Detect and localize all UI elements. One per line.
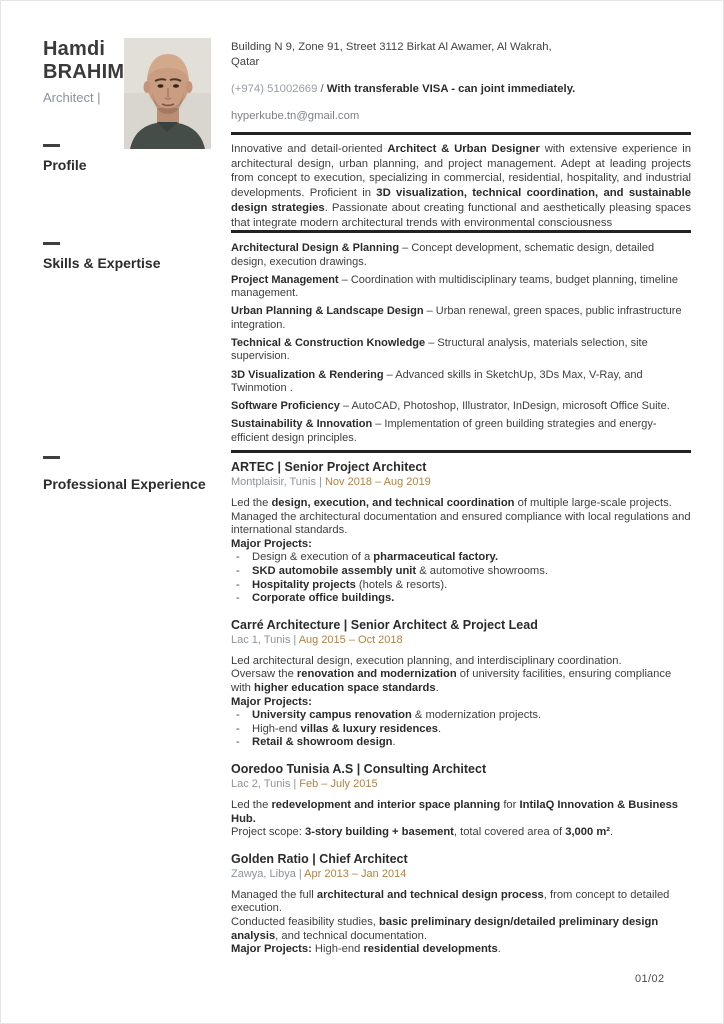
skill-item: 3D Visualization & Rendering – Advanced skills in SketchUp, 3Ds Max, V-Ray, and Twinmotion .	[231, 368, 643, 394]
section-title-profile: Profile	[43, 157, 87, 173]
job-dates: Aug 2015 – Oct 2018	[298, 633, 403, 646]
person-title: Architect |	[43, 90, 101, 105]
job-paragraph: Led architectural design, execution planning, and interdisciplinary coordination.	[231, 654, 622, 667]
job-location: Lac 2, Tunis |	[231, 777, 300, 790]
job-bullet-item	[231, 565, 691, 579]
job-meta	[231, 867, 691, 881]
job-meta	[231, 475, 691, 489]
jobs-list	[231, 450, 691, 969]
section-dash-icon	[43, 456, 60, 459]
job-description	[231, 799, 691, 840]
email-address: hyperkube.tn@gmail.com	[231, 109, 360, 122]
job-title: ARTEC | Senior Project Architect	[231, 460, 427, 475]
job-description	[231, 655, 691, 750]
last-name: BRAHIM	[43, 61, 125, 83]
bullet-marker: -	[236, 578, 240, 591]
bullet-marker: -	[236, 736, 240, 749]
skill-item: Project Management – Coordination with multidisciplinary teams, budget planning, timeline management.	[231, 273, 678, 300]
job-title: Ooredoo Tunisia A.S | Consulting Architect	[231, 761, 487, 776]
job-bullet-item	[231, 592, 691, 606]
address	[231, 40, 691, 69]
skill-item: Sustainability & Innovation – Implementation of green building strategies and energy-efficient design principles.	[231, 418, 657, 444]
bullet-marker: -	[236, 722, 240, 735]
job-description	[231, 497, 691, 606]
bullet-text: SKD automobile assembly unit & automotive showrooms.	[252, 565, 548, 578]
bullet-text: Corporate office buildings.	[252, 592, 395, 605]
page-number: 01/02	[635, 973, 665, 985]
job-entry	[231, 618, 691, 750]
skill-item: Architectural Design & Planning – Concept development, schematic design, detailed design, execution drawings.	[231, 242, 655, 268]
job-paragraph: Led the design, execution, and technical coordination of multiple large-scale projects.	[231, 497, 672, 510]
job-paragraph: Managed the architectural documentation and ensured compliance with local regulations and international standards.	[231, 510, 691, 537]
skill-item: Urban Planning & Landscape Design – Urban renewal, green spaces, public infrastructure integration.	[231, 305, 682, 331]
job-bullet-list	[231, 709, 691, 750]
section-dash-icon	[43, 144, 60, 147]
profile-photo	[124, 38, 211, 149]
job-bullet-item	[231, 551, 691, 565]
bullet-text: Retail & showroom design.	[252, 736, 396, 749]
bullet-marker: -	[236, 565, 240, 578]
job-entry	[231, 460, 691, 606]
job-paragraph: Managed the full architectural and technical design process, from concept to detailed execution.	[231, 888, 670, 915]
job-paragraph: Major Projects:	[231, 695, 312, 708]
section-profile	[1, 132, 723, 230]
job-dates: Feb – July 2015	[299, 777, 378, 790]
job-paragraph: Major Projects: High-end residential developments.	[231, 943, 501, 956]
job-meta	[231, 777, 691, 791]
section-title-skills: Skills & Expertise	[43, 255, 161, 272]
bullet-marker: -	[236, 551, 240, 564]
job-location: Zawya, Libya |	[231, 867, 305, 880]
job-title: Carré Architecture | Senior Architect & Project Lead	[231, 617, 538, 632]
bullet-marker: -	[236, 592, 240, 605]
phone-line	[231, 82, 691, 97]
first-name: Hamdi	[43, 38, 106, 60]
skill-item: Technical & Construction Knowledge – Structural analysis, materials selection, site supervision.	[231, 337, 648, 363]
bullet-marker: -	[236, 709, 240, 722]
contact-block	[231, 38, 691, 132]
job-bullet-list	[231, 551, 691, 605]
job-paragraph: Major Projects:	[231, 537, 312, 550]
job-dates: Nov 2018 – Aug 2019	[324, 476, 431, 489]
bullet-text: Design & execution of a pharmaceutical factory.	[252, 551, 499, 564]
job-bullet-item	[231, 579, 691, 593]
phone-separator: /	[320, 83, 324, 95]
profile-summary: Innovative and detail-oriented Architect & Urban Designer with extensive experience in architectural design, urban planning, and project management. Adept at leading projects from concept to execution, specializing in commercial, residential, hospitality, and industrial developments. Proficient in 3D visualization, technical coordination, and sustainable design strategies. Passionate about creating functional and aesthetically pleasing spaces that integrate modern architectural trends with environmental consciousness	[231, 143, 692, 229]
skills-list	[231, 230, 691, 450]
bullet-text: Hospitality projects (hotels & resorts).	[252, 578, 448, 591]
section-dash-icon	[43, 242, 60, 245]
job-title: Golden Ratio | Chief Architect	[231, 851, 408, 866]
header	[1, 1, 723, 132]
address-line-1: Building N 9, Zone 91, Street 3112 Birkat Al Awamer, Al Wakrah,	[231, 41, 552, 53]
job-bullet-item	[231, 709, 691, 723]
job-entry	[231, 762, 691, 840]
job-location: Lac 1, Tunis |	[231, 633, 299, 646]
job-location: Montplaisir, Tunis |	[231, 476, 325, 489]
visa-note: With transferable VISA - can joint immediately.	[326, 83, 576, 95]
section-experience-heading-block	[43, 450, 231, 969]
job-meta	[231, 633, 691, 647]
job-bullet-item	[231, 723, 691, 737]
section-skills	[1, 230, 723, 450]
job-paragraph: Oversaw the renovation and modernization of university facilities, ensuring compliance with higher education space standards.	[231, 668, 672, 695]
person-photo-graphic	[124, 38, 211, 149]
address-line-2: Qatar	[231, 55, 260, 68]
job-bullet-item	[231, 736, 691, 750]
skill-item: Software Proficiency – AutoCAD, Photoshop, Illustrator, InDesign, microsoft Office Suite.	[231, 400, 670, 413]
job-paragraph: Conducted feasibility studies, basic preliminary design/detailed preliminary design analysis, and technical documentation.	[231, 915, 659, 942]
section-profile-content	[231, 132, 691, 230]
job-paragraph: Project scope: 3-story building + basement, total covered area of 3,000 m².	[231, 826, 614, 839]
phone-number: (+974) 51002669	[231, 83, 318, 95]
bullet-text: High-end villas & luxury residences.	[252, 722, 442, 735]
section-experience	[1, 450, 723, 969]
bullet-text: University campus renovation & modernization projects.	[252, 709, 542, 722]
job-paragraph: Led the redevelopment and interior space planning for IntilaQ Innovation & Business Hub.	[231, 798, 679, 825]
section-title-experience: Professional Experience	[43, 476, 206, 493]
job-dates: Apr 2013 – Jan 2014	[304, 867, 407, 880]
job-description	[231, 889, 691, 957]
section-skills-heading-block	[43, 230, 231, 450]
job-entry	[231, 852, 691, 957]
